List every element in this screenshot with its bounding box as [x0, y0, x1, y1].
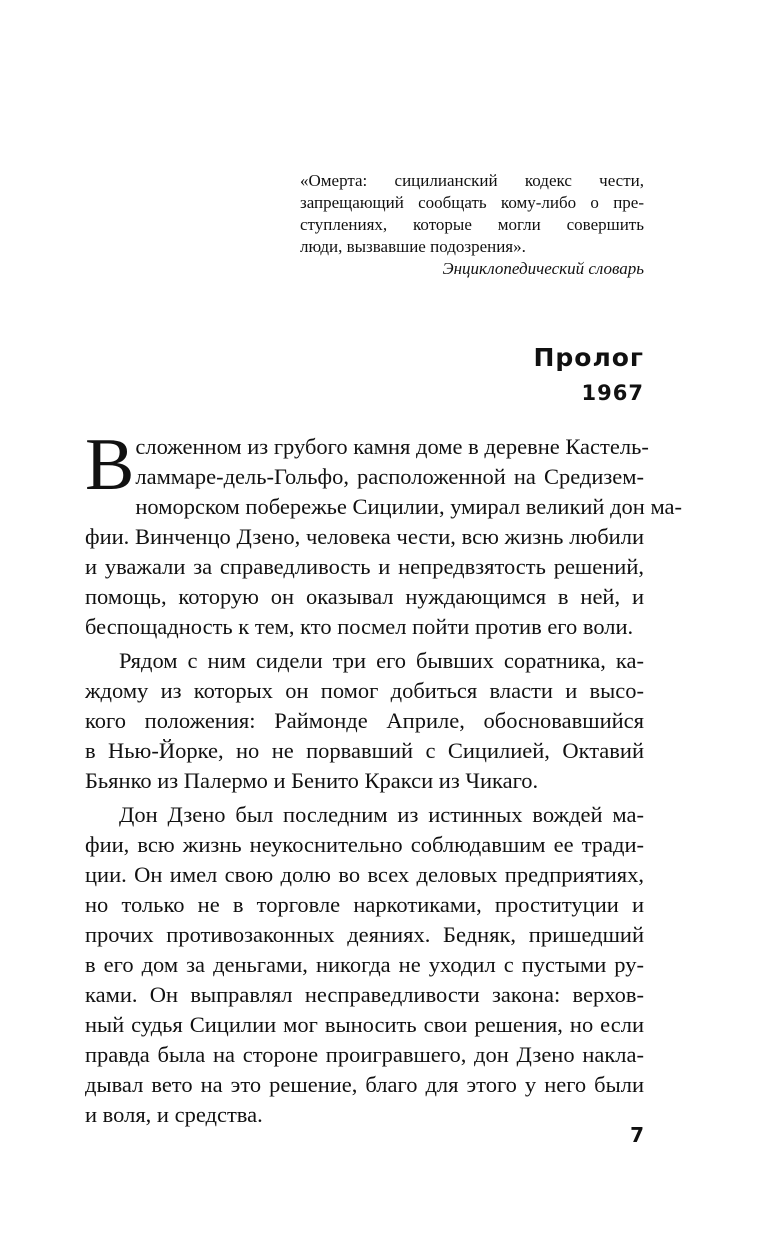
- page-number: 7: [630, 1123, 644, 1147]
- text-line: правда была на стороне проигравшего, дон Дзено накла-: [85, 1042, 644, 1067]
- epigraph-line: «Омерта: сицилианский кодекс чести,: [300, 171, 644, 190]
- chapter-title: Пролог: [533, 343, 644, 372]
- text-line: ции. Он имел свою долю во всех деловых предприятиях,: [85, 862, 644, 887]
- text-line: ный судья Сицилии мог выносить свои решения, но если: [85, 1012, 644, 1037]
- text-line: Дон Дзено был последним из истинных вождей ма-: [119, 802, 644, 827]
- paragraph-2: [85, 646, 644, 796]
- text-line: и воля, и средства.: [85, 1102, 263, 1127]
- epigraph-line: ступлениях, которые могли совершить: [300, 215, 644, 234]
- text-line: в его дом за деньгами, никогда не уходил с пустыми ру-: [85, 952, 644, 977]
- text-line: дывал вето на это решение, благо для этого у него были: [85, 1072, 644, 1097]
- text-line: но только не в торговле наркотиками, проституции и: [85, 892, 644, 917]
- text-line: помощь, которую он оказывал нуждающимся в ней, и: [85, 584, 644, 609]
- text-line: и уважали за справедливость и непредвзятость решений,: [85, 554, 644, 579]
- body-text: [85, 424, 683, 1134]
- text-line: сложенном из грубого камня доме в деревне Кастель-: [135, 434, 649, 459]
- text-line: ками. Он выправлял несправедливости закона: верхов-: [85, 982, 644, 1007]
- paragraph-1: [85, 424, 683, 642]
- text-line: Бьянко из Палермо и Бенито Кракси из Чикаго.: [85, 768, 539, 793]
- drop-cap: В: [85, 424, 135, 506]
- text-line: ждому из которых он помог добиться власти и высо-: [85, 678, 644, 703]
- epigraph-line: люди, вызвавшие подозрения».: [300, 237, 526, 256]
- paragraph-3: [85, 800, 644, 1130]
- text-line: фии, всю жизнь неукоснительно соблюдавшим ее тради-: [85, 832, 644, 857]
- text-line: кого положения: Раймонде Априле, обосновавшийся: [85, 708, 644, 733]
- text-line: прочих противозаконных деяниях. Бедняк, пришедший: [85, 922, 644, 947]
- epigraph-line: запрещающий сообщать кому-либо о пре-: [300, 193, 644, 212]
- text-line: беспощадность к тем, кто посмел пойти против его воли.: [85, 614, 634, 639]
- text-line: Рядом с ним сидели три его бывших соратника, ка-: [119, 648, 644, 673]
- chapter-year: 1967: [581, 381, 644, 405]
- epigraph: [300, 170, 644, 280]
- text-line: фии. Винченцо Дзено, человека чести, всю жизнь любили: [85, 524, 644, 549]
- text-line: в Нью-Йорке, но не порвавший с Сицилией, Октавий: [85, 738, 644, 763]
- text-line: номорском побережье Сицилии, умирал великий дон ма-: [135, 494, 683, 519]
- epigraph-source: Энциклопедический словарь: [442, 259, 644, 278]
- text-line: ламмаре-дель-Гольфо, расположенной на Средизем-: [135, 464, 644, 489]
